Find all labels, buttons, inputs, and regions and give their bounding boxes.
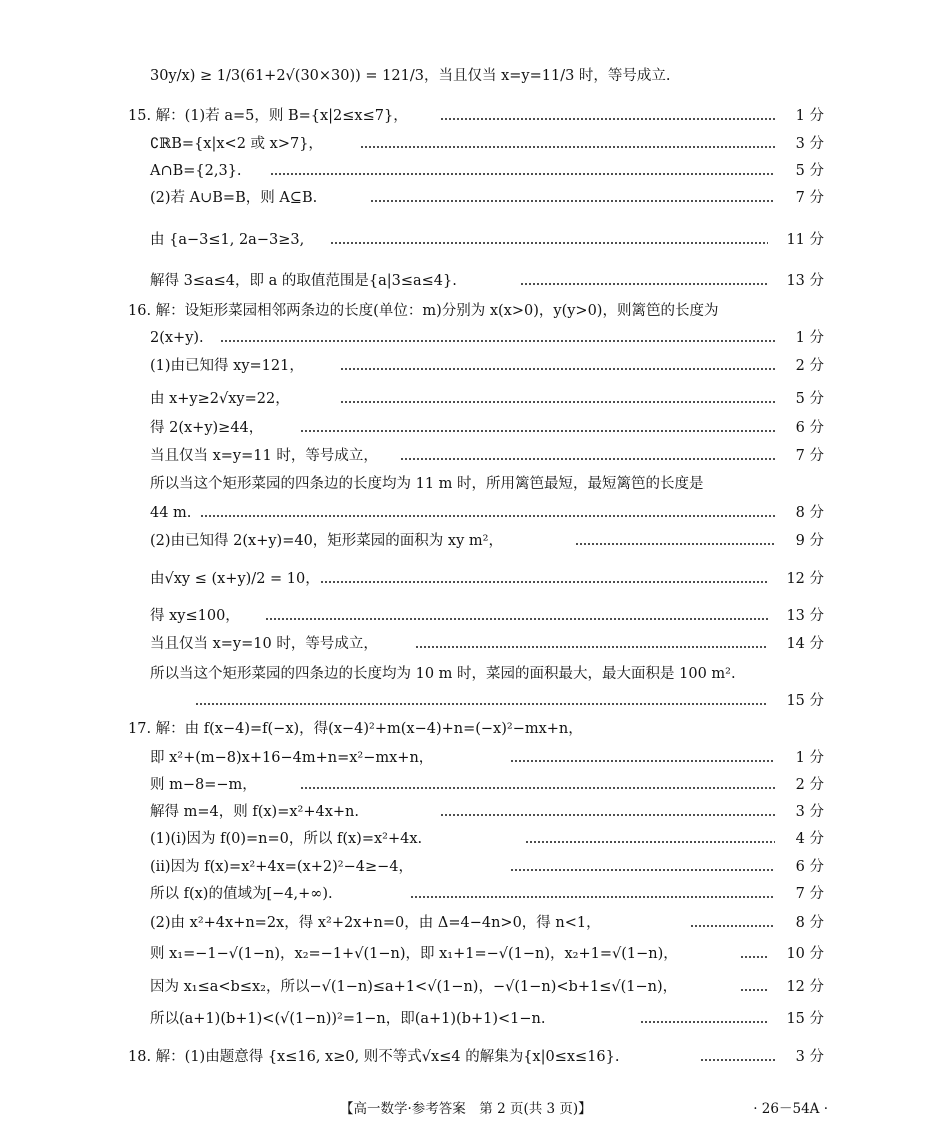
line-32 xyxy=(0,1044,950,1070)
leader-dots xyxy=(340,401,775,403)
line-12-text: 当且仅当 x=y=11 时，等号成立， xyxy=(150,448,378,464)
line-11-score: 6 分 xyxy=(795,420,824,436)
line-11-text: 得 2(x+y)≥44， xyxy=(150,420,264,436)
line-3-score: 5 分 xyxy=(795,163,824,179)
leader-dots xyxy=(195,703,768,705)
leader-dots xyxy=(410,896,775,898)
page-footer xyxy=(0,1097,950,1121)
line-23-text: 则 m−8=−m， xyxy=(150,777,257,793)
line-1 xyxy=(0,103,950,129)
leader-dots xyxy=(200,515,775,517)
line-24-text: 解得 m=4，则 f(x)=x²+4x+n. xyxy=(150,804,359,820)
line-29-score: 10 分 xyxy=(786,946,824,962)
line-18-score: 14 分 xyxy=(786,636,824,652)
leader-dots xyxy=(640,1021,768,1023)
line-3 xyxy=(0,158,950,184)
line-23 xyxy=(0,772,950,798)
line-7 xyxy=(0,298,950,324)
line-9 xyxy=(0,353,950,379)
leader-dots xyxy=(440,118,775,120)
line-2-text: ∁ℝB={x|x<2 或 x>7}， xyxy=(150,136,323,152)
line-23-score: 2 分 xyxy=(795,777,824,793)
line-16-text: 由√xy ≤ (x+y)/2 = 10， xyxy=(150,571,320,587)
line-27 xyxy=(0,881,950,907)
line-26-text: (ⅱ)因为 f(x)=x²+4x=(x+2)²−4≥−4， xyxy=(150,859,413,875)
line-32-text: 18. 解：(1)由题意得 {x≤16, x≥0, 则不等式√x≤4 的解集为{x|0≤x≤16}. xyxy=(128,1049,620,1065)
line-2-score: 3 分 xyxy=(795,136,824,152)
line-19 xyxy=(0,661,950,687)
line-20 xyxy=(0,688,950,714)
line-15-text: (2)由已知得 2(x+y)=40，矩形菜园的面积为 xy m²， xyxy=(150,533,503,549)
line-25 xyxy=(0,826,950,852)
line-4-text: (2)若 A∪B=B，则 A⊆B. xyxy=(150,190,318,206)
line-21-text: 17. 解：由 f(x−4)=f(−x)，得(x−4)²+m(x−4)+n=(−x)²−mx+n， xyxy=(128,721,583,737)
leader-dots xyxy=(400,458,775,460)
line-22-text: 即 x²+(m−8)x+16−4m+n=x²−mx+n， xyxy=(150,750,434,766)
line-21 xyxy=(0,716,950,742)
line-8-score: 1 分 xyxy=(795,330,824,346)
line-29 xyxy=(0,941,950,967)
leader-dots xyxy=(270,173,775,175)
line-6-score: 13 分 xyxy=(786,273,824,289)
line-14-score: 8 分 xyxy=(795,505,824,521)
leader-dots xyxy=(520,283,768,285)
line-31-text: 所以(a+1)(b+1)<(√(1−n))²=1−n，即(a+1)(b+1)<1−n. xyxy=(150,1011,546,1027)
leader-dots xyxy=(360,146,775,148)
line-31 xyxy=(0,1006,950,1032)
line-10 xyxy=(0,386,950,412)
line-24-score: 3 分 xyxy=(795,804,824,820)
leader-dots xyxy=(700,1059,775,1061)
line-22-score: 1 分 xyxy=(795,750,824,766)
line-27-text: 所以 f(x)的值域为[−4,+∞). xyxy=(150,886,333,902)
line-16-score: 12 分 xyxy=(786,571,824,587)
line-18 xyxy=(0,631,950,657)
line-5-score: 11 分 xyxy=(786,232,824,248)
line-5 xyxy=(0,227,950,253)
line-16 xyxy=(0,566,950,592)
line-5-text: 由 {a−3≤1, 2a−3≥3, xyxy=(150,232,305,248)
line-11 xyxy=(0,415,950,441)
line-1-score: 1 分 xyxy=(795,108,824,124)
line-19-text: 所以当这个矩形菜园的四条边的长度均为 10 m 时，菜园的面积最大，最大面积是 100 m². xyxy=(150,666,736,682)
line-25-text: (1)(ⅰ)因为 f(0)=n=0，所以 f(x)=x²+4x. xyxy=(150,831,423,847)
leader-dots xyxy=(320,581,768,583)
line-6 xyxy=(0,268,950,294)
leader-dots xyxy=(370,200,775,202)
leader-dots xyxy=(330,242,768,244)
line-10-score: 5 分 xyxy=(795,391,824,407)
line-28 xyxy=(0,910,950,936)
line-13-text: 所以当这个矩形菜园的四条边的长度均为 11 m 时，所用篱笆最短，最短篱笆的长度是 xyxy=(150,476,704,492)
line-30-text: 因为 x₁≤a<b≤x₂，所以−√(1−n)≤a+1<√(1−n)，−√(1−n)<b+1≤√(1−n)， xyxy=(150,979,678,995)
line-17-text: 得 xy≤100， xyxy=(150,608,240,624)
line-7-text: 16. 解：设矩形菜园相邻两条边的长度(单位：m)分别为 x(x>0)，y(y>0)，则篱笆的长度为 xyxy=(128,303,719,319)
leader-dots xyxy=(415,646,768,648)
line-17 xyxy=(0,603,950,629)
line-12-score: 7 分 xyxy=(795,448,824,464)
line-26-score: 6 分 xyxy=(795,859,824,875)
line-15 xyxy=(0,528,950,554)
line-0 xyxy=(0,63,950,89)
line-3-text: A∩B={2,3}. xyxy=(150,163,242,179)
leader-dots xyxy=(340,368,775,370)
leader-dots xyxy=(265,618,768,620)
line-28-text: (2)由 x²+4x+n=2x，得 x²+2x+n=0，由 Δ=4−4n>0，得 n<1， xyxy=(150,915,601,931)
line-17-score: 13 分 xyxy=(786,608,824,624)
line-30-score: 12 分 xyxy=(786,979,824,995)
line-20-score: 15 分 xyxy=(786,693,824,709)
line-12 xyxy=(0,443,950,469)
line-8-text: 2(x+y). xyxy=(150,330,204,346)
leader-dots xyxy=(740,956,768,958)
leader-dots xyxy=(300,430,775,432)
line-10-text: 由 x+y≥2√xy=22， xyxy=(150,391,290,407)
leader-dots xyxy=(440,814,775,816)
line-31-score: 15 分 xyxy=(786,1011,824,1027)
line-24 xyxy=(0,799,950,825)
line-14-text: 44 m. xyxy=(150,505,192,521)
footer-page-info: 【高一数学·参考答案 第 2 页(共 3 页)】 xyxy=(340,1101,592,1117)
leader-dots xyxy=(525,841,775,843)
line-0-text: 30y/x) ≥ 1/3(61+2√(30×30)) = 121/3，当且仅当 x=y=11/3 时，等号成立. xyxy=(150,68,671,84)
line-9-text: (1)由已知得 xy=121， xyxy=(150,358,304,374)
line-32-score: 3 分 xyxy=(795,1049,824,1065)
line-2 xyxy=(0,131,950,157)
line-4-score: 7 分 xyxy=(795,190,824,206)
leader-dots xyxy=(510,760,775,762)
line-30 xyxy=(0,974,950,1000)
line-9-score: 2 分 xyxy=(795,358,824,374)
line-22 xyxy=(0,745,950,771)
line-27-score: 7 分 xyxy=(795,886,824,902)
line-8 xyxy=(0,325,950,351)
line-6-text: 解得 3≤a≤4，即 a 的取值范围是{a|3≤a≤4}. xyxy=(150,273,457,289)
line-29-text: 则 x₁=−1−√(1−n)，x₂=−1+√(1−n)，即 x₁+1=−√(1−n)，x₂+1=√(1−n)， xyxy=(150,946,678,962)
leader-dots xyxy=(300,787,775,789)
line-25-score: 4 分 xyxy=(795,831,824,847)
line-18-text: 当且仅当 x=y=10 时，等号成立， xyxy=(150,636,378,652)
leader-dots xyxy=(690,925,775,927)
line-14 xyxy=(0,500,950,526)
line-1-text: 15. 解：(1)若 a=5，则 B={x|2≤x≤7}， xyxy=(128,108,408,124)
line-15-score: 9 分 xyxy=(795,533,824,549)
leader-dots xyxy=(740,989,768,991)
footer-code: · 26－54A · xyxy=(753,1101,828,1117)
line-28-score: 8 分 xyxy=(795,915,824,931)
line-26 xyxy=(0,854,950,880)
line-4 xyxy=(0,185,950,211)
leader-dots xyxy=(220,340,775,342)
line-13 xyxy=(0,471,950,497)
leader-dots xyxy=(510,869,775,871)
leader-dots xyxy=(575,543,775,545)
